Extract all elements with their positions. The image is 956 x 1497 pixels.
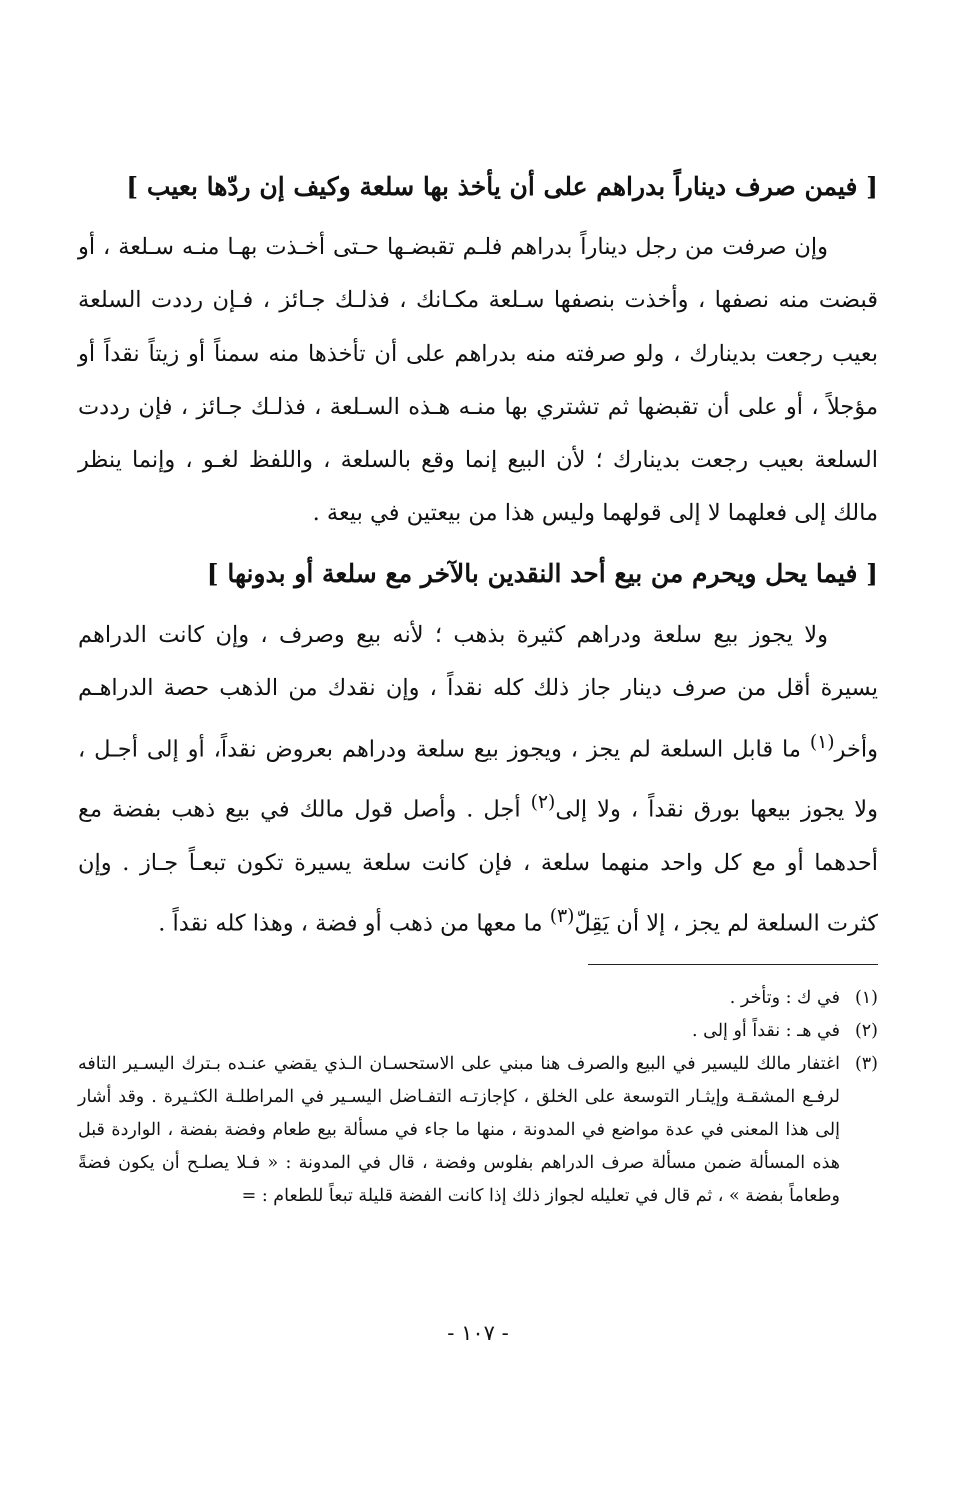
footnote-text: اغتفار مالك لليسير في البيع والصرف هنا مبني على الاستحسـان الـذي يقضي عنـده بـترك اليسـير التافه لرفـع المشقـة وإيثـار التوسعة على الخلق ، كإجازتـه التفـاضل اليسـير في المراطلـة الكثـيرة . وقد أشار إلى هذا المعنى في عدة مواضع في المدونة ، منها ما جاء في مسألة بيع طعام وفضة بفضة ، الواردة قبل هذه المسألة ضمن مسألة صرف الدراهم بفلوس وفضة ، قال في المدونة : « فـلا يصلـح أن يكون فضةً وطعاماً بفضة » ، ثم قال في تعليله لجواز ذلك إذا كانت الفضة قليلة تبعاً للطعام : = [78,1054,840,1206]
book-page [78,0,878,1497]
section-2-paragraph [78,609,878,951]
footnote-number: (٣) [854,1054,878,1074]
footnote-3 [78,1048,878,1213]
section-1-paragraph: وإن صرفت من رجل ديناراً بدراهم فلـم تقبضـها حـتى أخـذت بهـا منـه سـلعة ، أو قبضت منه نصفها ، وأخذت بنصفها سـلعة مكـانك ، فذلـك جـائز ، فـإن رددت السلعة بعيب رجعت بدينارك ، ولو صرفته منه بدراهم على أن تأخذها منه سمناً أو زيتاً نقداً أو مؤجلاً ، أو على أن تقبضها ثم تشتري بها منـه هـذه السـلعة ، فذلـك جـائز ، فإن رددت السلعة بعيب رجعت بدينارك ؛ لأن البيع إنما وقع بالسلعة ، واللفظ لغـو ، وإنما ينظر مالك إلى فعلهما لا إلى قولهما وليس هذا من بيعتين في بيعة . [78,234,878,527]
footnotes [78,982,878,1213]
footnote-separator [588,964,878,965]
footnote-number: (٢) [854,1021,878,1041]
footnote-text: في ك : وتأخر . [729,988,840,1008]
footnote-reference-3: (٣) [549,906,575,928]
paragraph-text: ولا يجوز بيع سلعة ودراهم كثيرة بذهب ؛ لأنه بيع وصرف ، وإن كانت الدراهم يسيرة أقل من صرف دينار جاز ذلك كله نقداً ، وإن نقدك من الذهب حصة الدراهـم وأخر [78,622,878,763]
footnote-reference-1: (١) [809,731,835,753]
paragraph-text: ما قابل السلعة لم يجز ، ويجوز بيع سلعة ودراهم بعروض نقداً، أو إلى أجـل ، ولا يجوز بيعها بورق نقداً ، ولا إلى [78,736,878,823]
footnote-reference-2: (٢) [530,792,556,814]
paragraph-text: ما معها من ذهب أو فضة ، وهذا كله نقداً . [158,910,550,937]
section-heading-1: [ فيمن صرف ديناراً بدراهم على أن يأخذ بها سلعة وكيف إن ردّها بعيب ] [126,172,878,201]
footnote-2 [78,1015,878,1048]
section-heading-2: [ فيما يحل ويحرم من بيع أحد النقدين بالآخر مع سلعة أو بدونها ] [206,559,878,588]
paragraph-text: أجل . وأصل قول مالك في بيع ذهب بفضة مع أحدهما أو مع كل واحد منهما سلعة ، فإن كانت سلعة يسيرة تكون تبعـاً جـاز . وإن كثرت السلعة لم يجز ، إلا أن يَقِلّ [78,796,878,937]
footnote-text: في هـ : نقداً أو إلى . [691,1021,840,1041]
footnote-number: (١) [854,988,878,1008]
page-number: - ١٠٧ - [447,1321,509,1345]
footnote-1 [78,982,878,1015]
